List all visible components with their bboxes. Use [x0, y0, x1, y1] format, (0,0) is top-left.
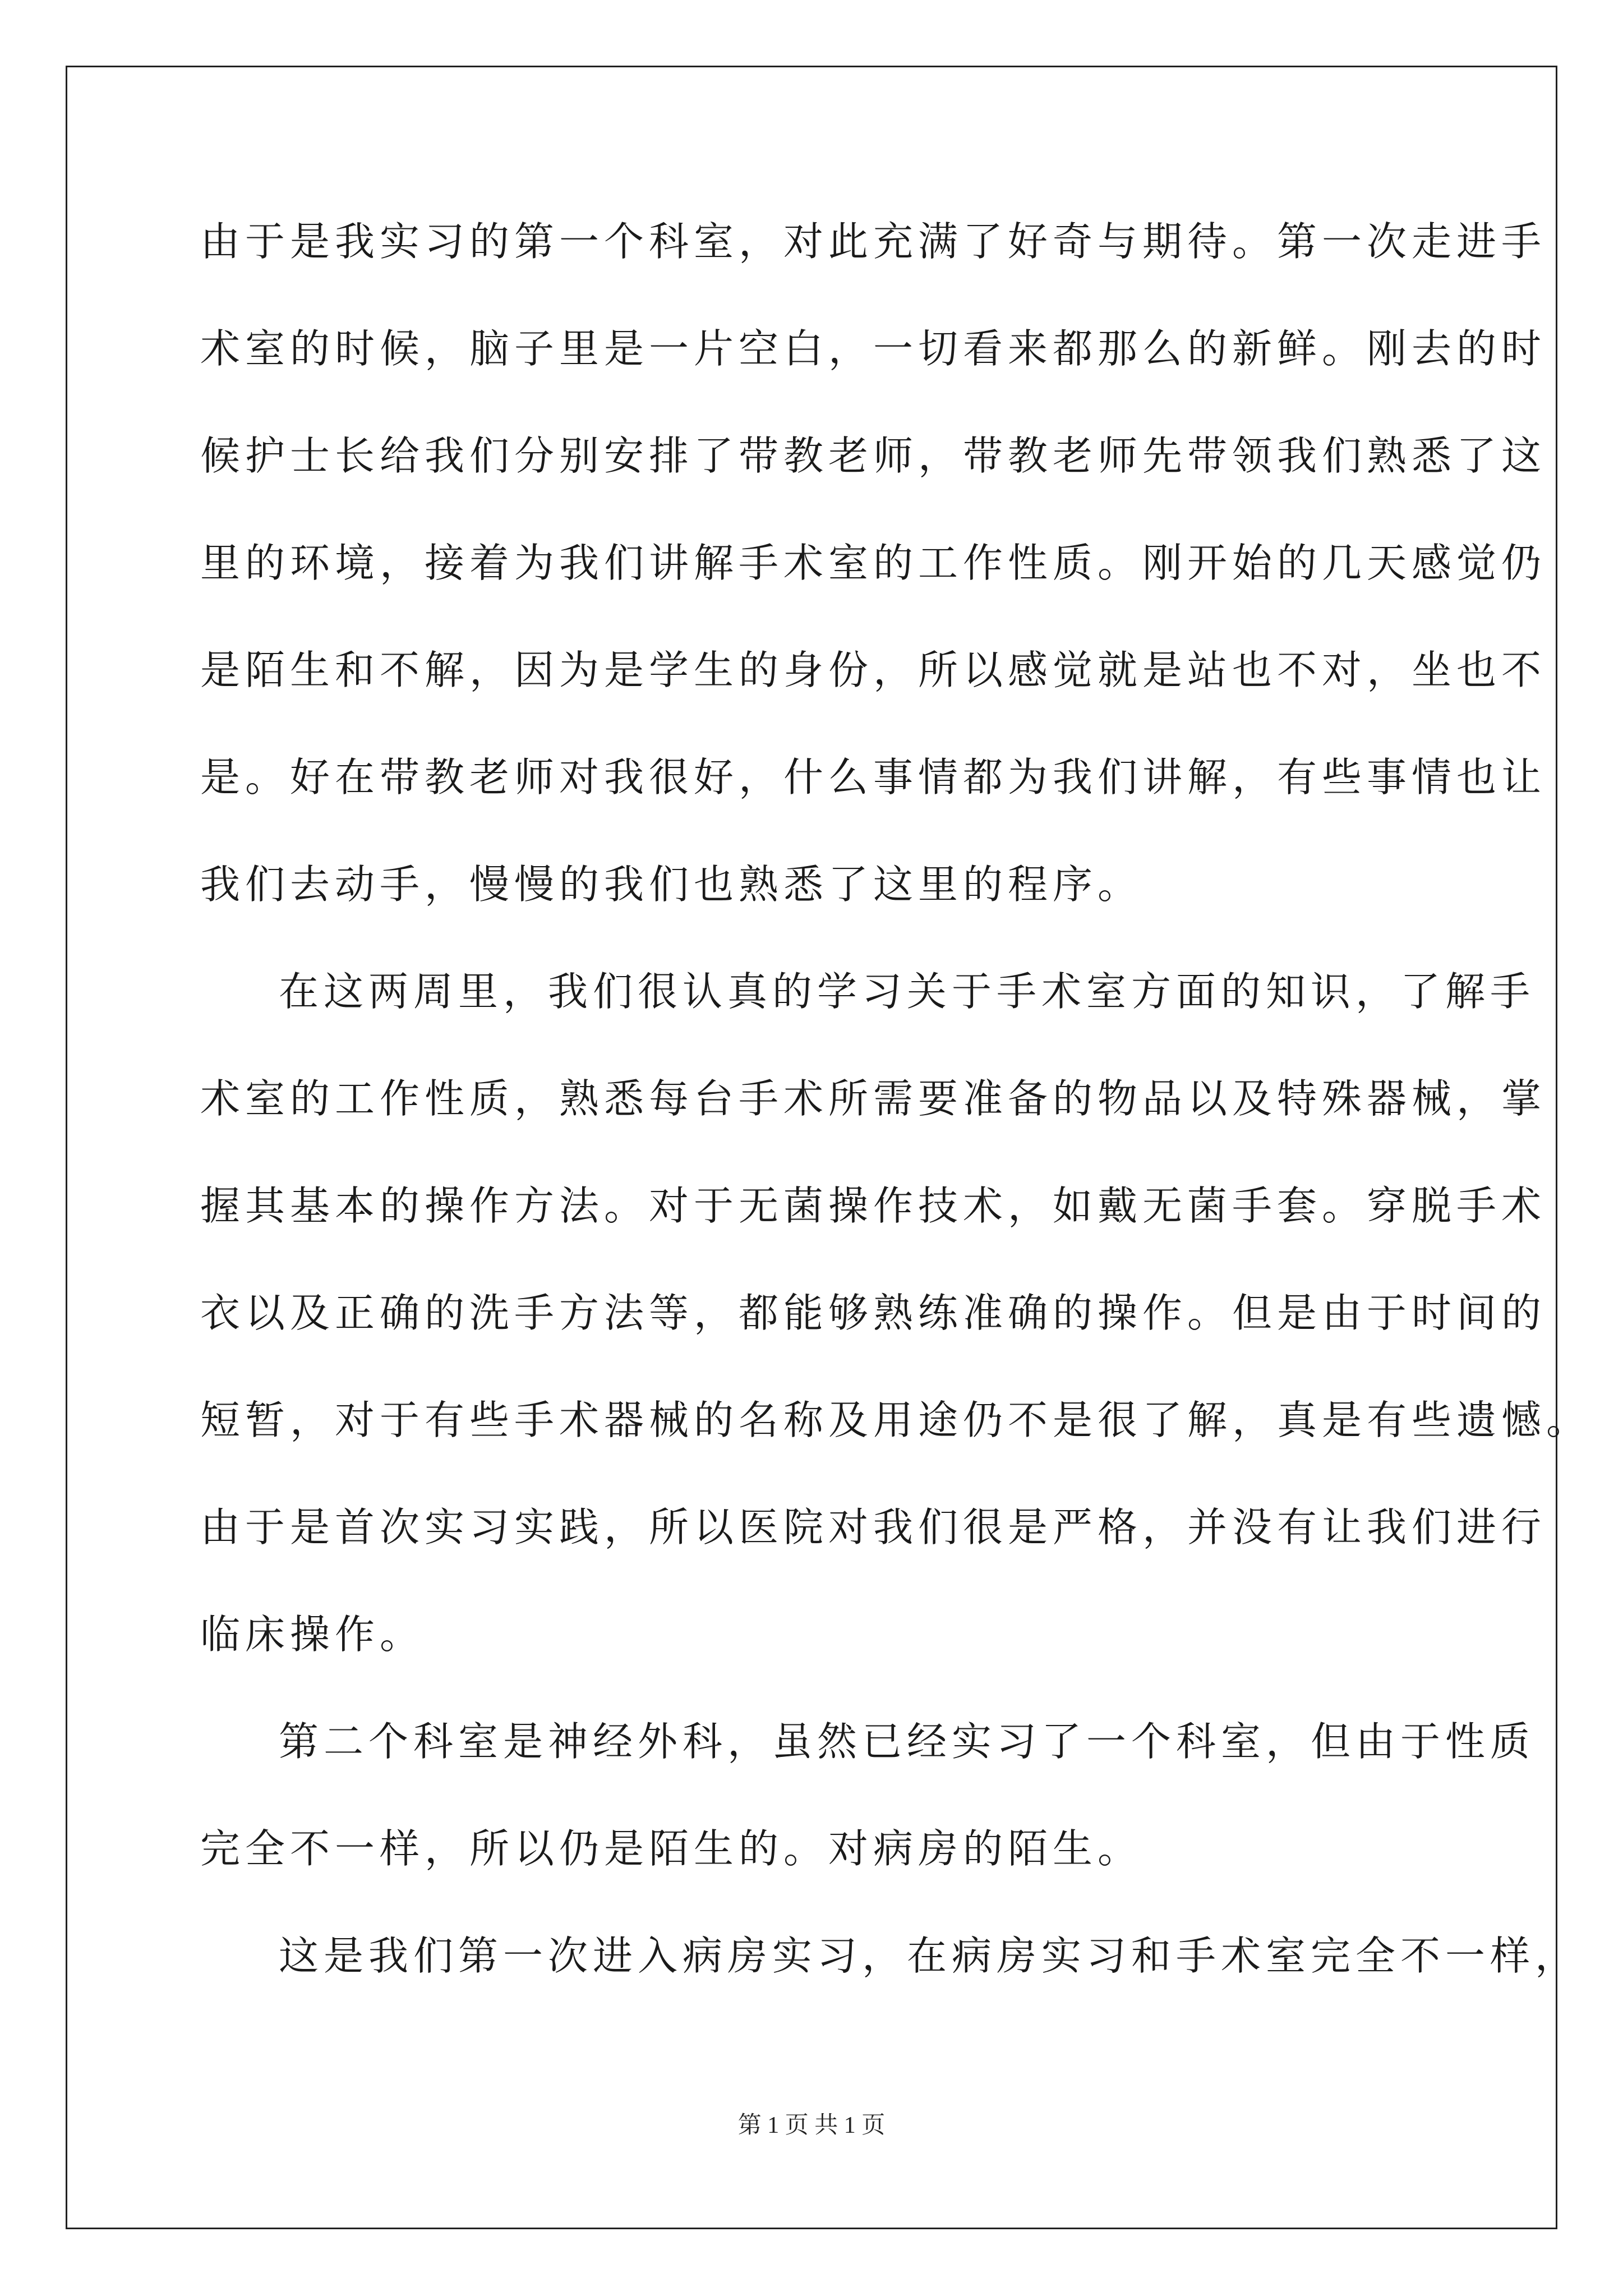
text-line: 由于是首次实习实践，所以医院对我们很是严格，并没有让我们进行	[200, 1504, 1547, 1550]
text-line: 临床操作。	[200, 1611, 425, 1658]
text-line: 术室的工作性质，熟悉每台手术所需要准备的物品以及特殊器械，掌	[200, 1075, 1547, 1122]
page-footer	[0, 2114, 1623, 2137]
text-line: 是陌生和不解，因为是学生的身份，所以感觉就是站也不对，坐也不	[200, 647, 1547, 693]
text-line: 衣以及正确的洗手方法等，都能够熟练准确的操作。但是由于时间的	[200, 1290, 1547, 1336]
text-line: 是。好在带教老师对我很好，什么事情都为我们讲解，有些事情也让	[200, 754, 1547, 800]
text-line: 握其基本的操作方法。对于无菌操作技术，如戴无菌手套。穿脱手术	[200, 1182, 1547, 1229]
text-line: 里的环境，接着为我们讲解手术室的工作性质。刚开始的几天感觉仍	[200, 540, 1547, 586]
paragraph-first-line: 这是我们第一次进入病房实习，在病房实习和手术室完全不一样，	[279, 1932, 1580, 1979]
text-line: 由于是我实习的第一个科室，对此充满了好奇与期待。第一次走进手	[200, 218, 1547, 265]
text-line: 我们去动手，慢慢的我们也熟悉了这里的程序。	[200, 861, 1143, 908]
page-border	[66, 66, 1557, 2229]
text-line: 短暂，对于有些手术器械的名称及用途仍不是很了解，真是有些遗憾。	[200, 1397, 1592, 1443]
text-line: 术室的时候，脑子里是一片空白，一切看来都那么的新鲜。刚去的时	[200, 325, 1547, 372]
paragraph-first-line: 第二个科室是神经外科，虽然已经实习了一个科室，但由于性质	[279, 1718, 1536, 1765]
text-line: 完全不一样，所以仍是陌生的。对病房的陌生。	[200, 1825, 1143, 1872]
paragraph-first-line: 在这两周里，我们很认真的学习关于手术室方面的知识，了解手	[279, 968, 1536, 1015]
page-number: 第 1 页 共 1 页	[737, 2113, 886, 2138]
text-line: 候护士长给我们分别安排了带教老师，带教老师先带领我们熟悉了这	[200, 432, 1547, 479]
